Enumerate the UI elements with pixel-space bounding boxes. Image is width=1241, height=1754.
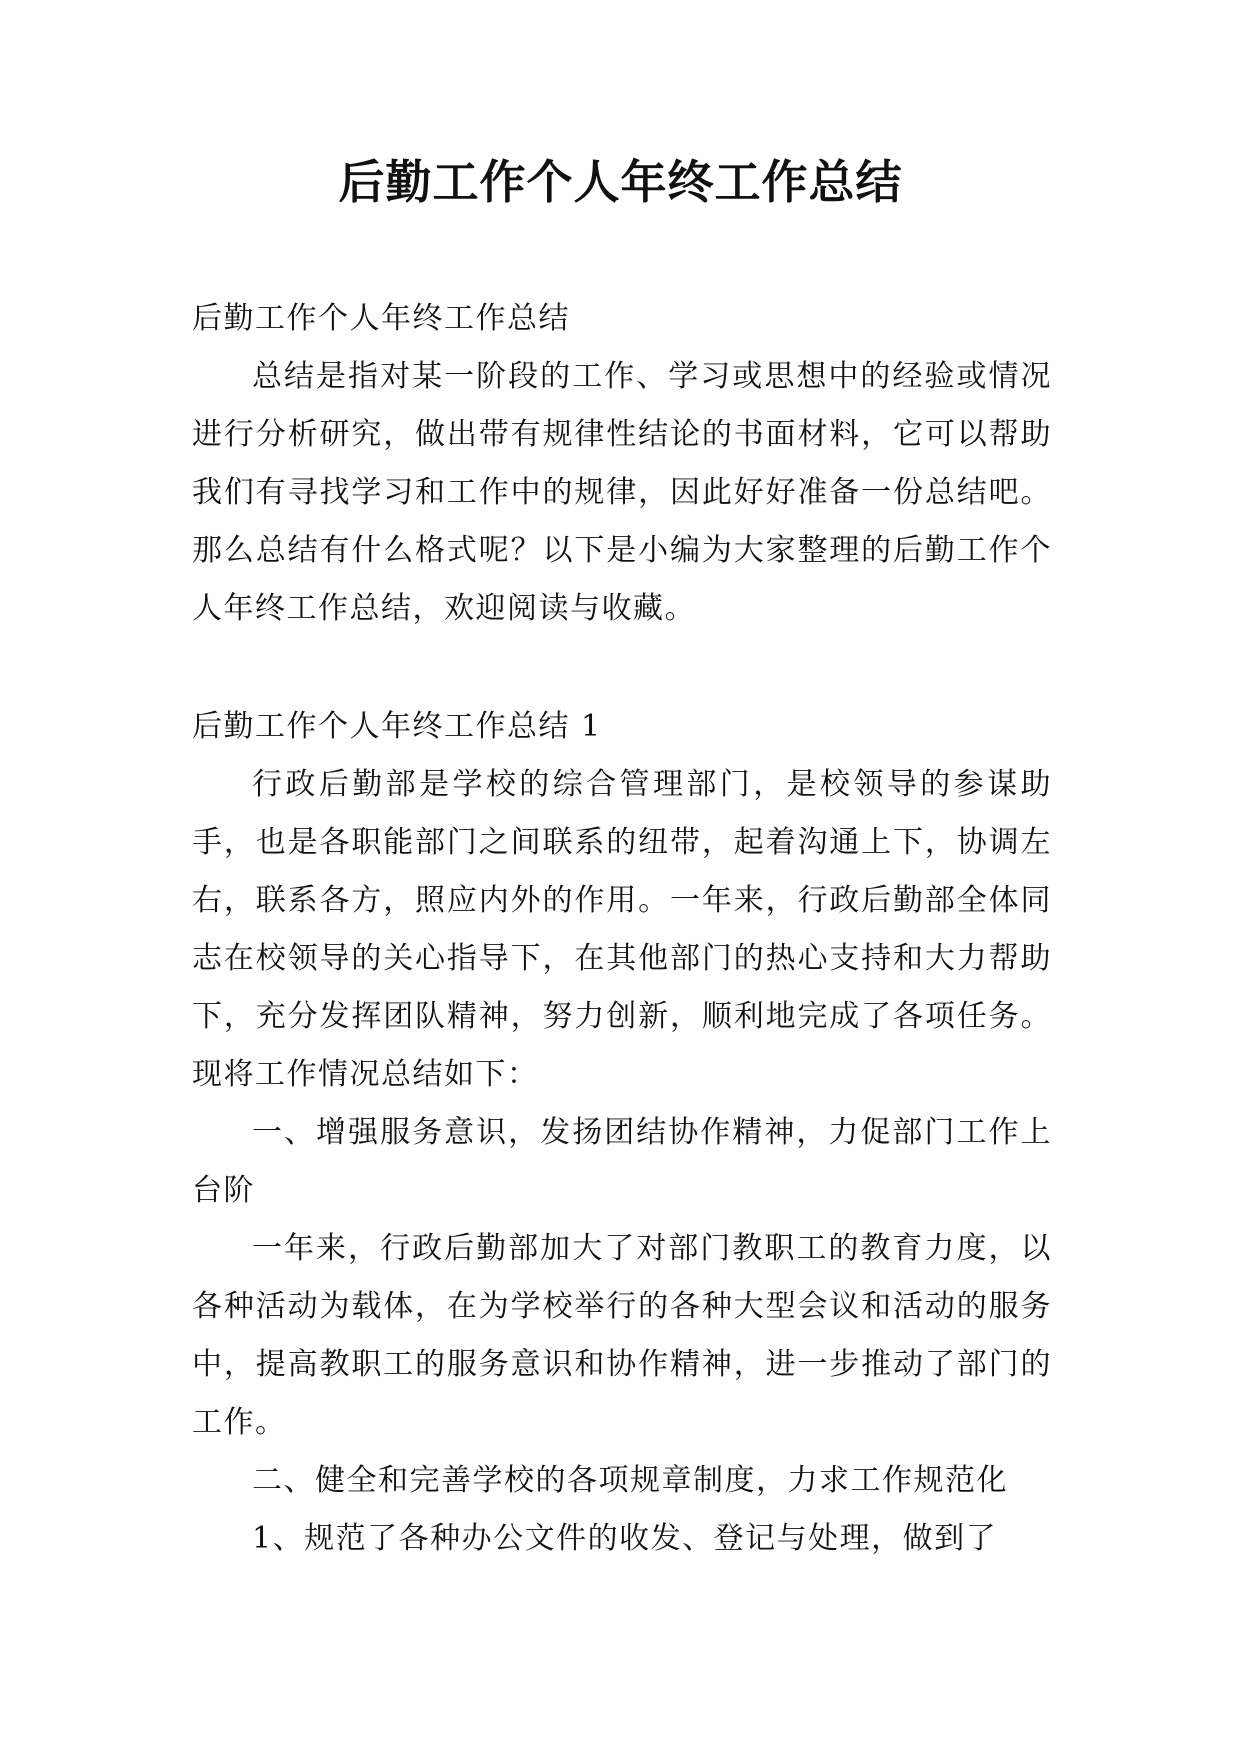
section-1-subheading-2: 二、健全和完善学校的各项规章制度，力求工作规范化 — [252, 1463, 1008, 1498]
intro-paragraph: 总结是指对某一阶段的工作、学习或思想中的经验或情况进行分析研究，做出带有规律性结论的书面材料，它可以帮助我们有寻找学习和工作中的规律，因此好好准备一份总结吧。那么总结有什么格式呢？以下是小编为大家整理的后勤工作个人年终工作总结，欢迎阅读与收藏。 — [192, 359, 1052, 626]
intro-heading: 后勤工作个人年终工作总结 — [192, 301, 570, 336]
intro-section — [192, 290, 1052, 638]
document-title: 后勤工作个人年终工作总结 — [338, 155, 903, 209]
section-1-paragraph: 一年来，行政后勤部加大了对部门教职工的教育力度，以各种活动为载体，在为学校举行的各种大型会议和活动的服务中，提高教职工的服务意识和协作精神，进一步推动了部门的工作。 — [192, 1231, 1052, 1440]
section-1-subheading-1: 一、增强服务意识，发扬团结协作精神，力促部门工作上台阶 — [192, 1115, 1052, 1208]
section-1-paragraph: 行政后勤部是学校的综合管理部门，是校领导的参谋助手，也是各职能部门之间联系的纽带，起着沟通上下，协调左右，联系各方，照应内外的作用。一年来，行政后勤部全体同志在校领导的关心指导下，在其他部门的热心支持和大力帮助下，充分发挥团队精神，努力创新，顺利地完成了各项任务。现将工作情况总结如下： — [192, 767, 1052, 1092]
section-1-paragraph: 1、规范了各种办公文件的收发、登记与处理，做到了 — [252, 1521, 998, 1556]
section-1-heading: 后勤工作个人年终工作总结 1 — [192, 709, 602, 744]
section-1 — [192, 698, 1052, 1568]
